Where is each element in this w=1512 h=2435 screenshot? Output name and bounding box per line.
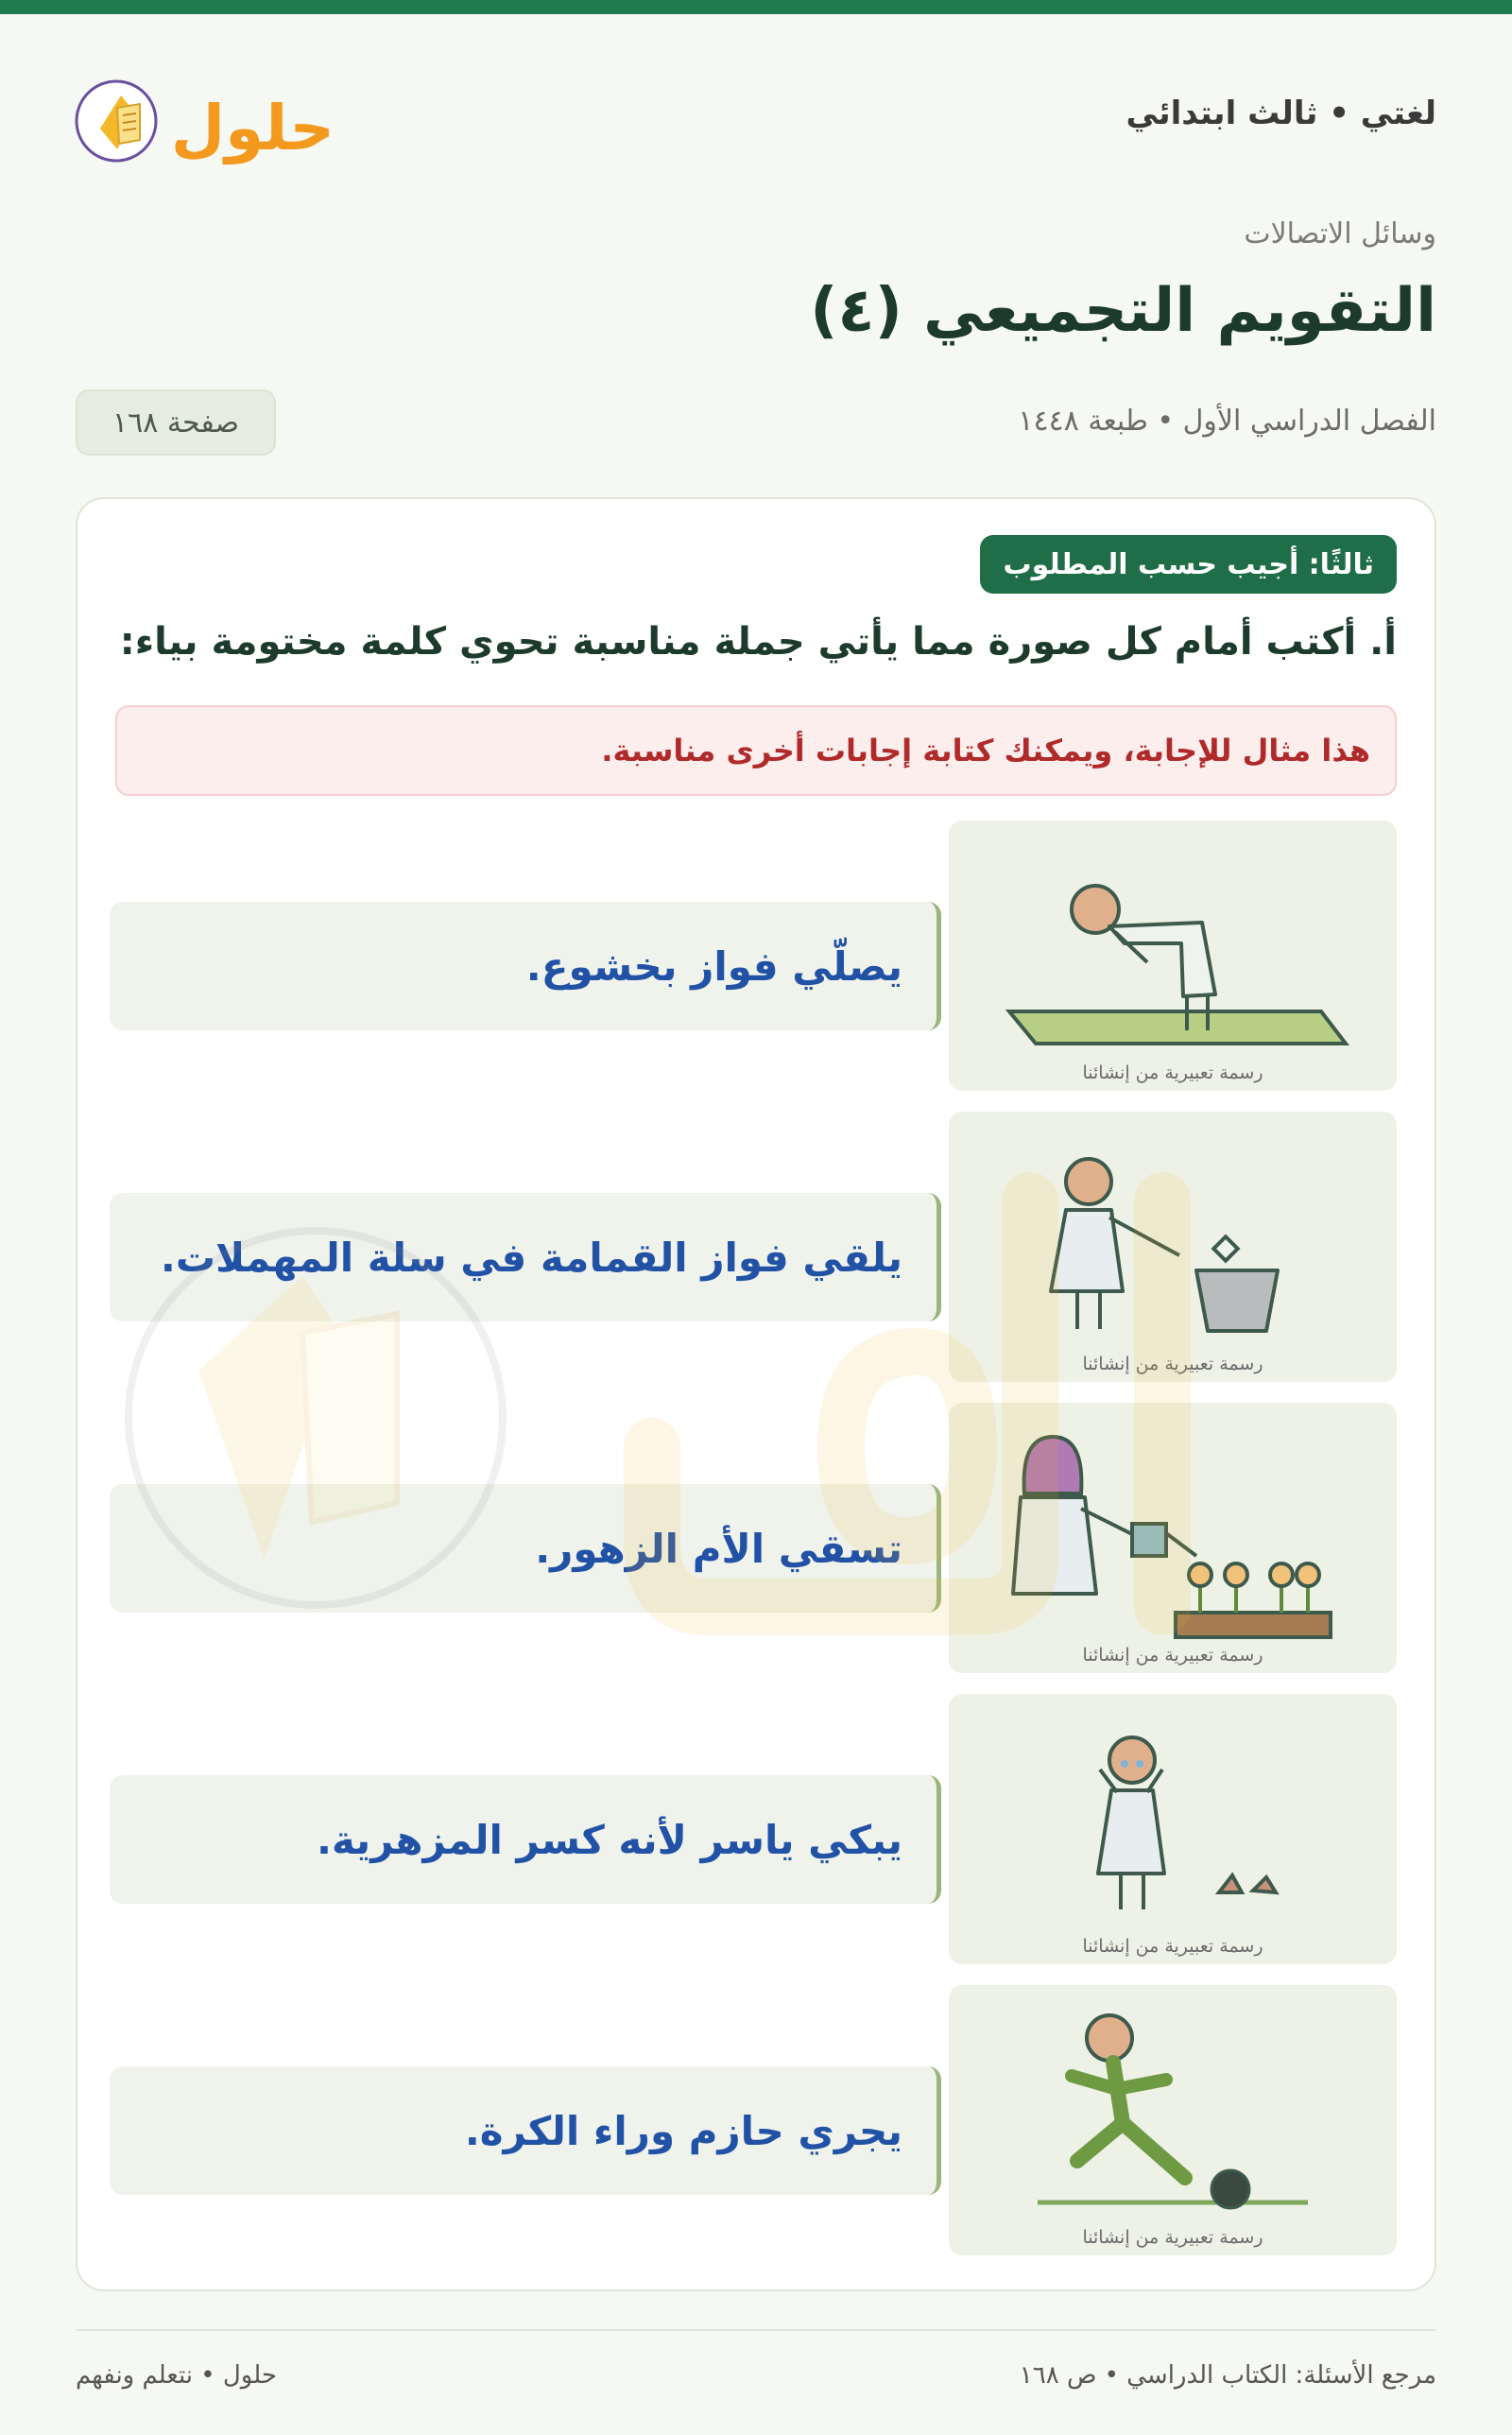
top-accent-bar xyxy=(0,0,1512,14)
semester-info: الفصل الدراسي الأول • طبعة ١٤٤٨ xyxy=(1018,405,1436,438)
unit-name: وسائل الاتصالات xyxy=(1244,217,1436,250)
exercise-item xyxy=(110,1694,1397,1964)
exercise-item xyxy=(110,1403,1397,1673)
answer-box: يصلّي فواز بخشوع. xyxy=(110,902,941,1030)
illustration-caption: رسمة تعبيرية من إنشائنا xyxy=(1082,1062,1263,1083)
brand-name: حلول xyxy=(170,92,335,164)
course-label: لغتي • ثالث ابتدائي xyxy=(1125,95,1436,132)
footer-divider xyxy=(76,2329,1436,2331)
illustration-panel xyxy=(949,1694,1397,1964)
answer-box: تسقي الأم الزهور. xyxy=(110,1484,941,1613)
exercise-item xyxy=(110,1985,1397,2255)
illustration-caption: رسمة تعبيرية من إنشائنا xyxy=(1082,1354,1263,1374)
crying-child-icon xyxy=(949,1694,1397,1964)
praying-figure-icon xyxy=(949,820,1397,1091)
answer-note: هذا مثال للإجابة، ويمكنك كتابة إجابات أخرى مناسبة. xyxy=(115,705,1397,796)
illustration-caption: رسمة تعبيرية من إنشائنا xyxy=(1082,1936,1263,1957)
watering-flowers-icon xyxy=(949,1403,1397,1673)
footer-tagline: حلول • نتعلم ونفهم xyxy=(76,2361,277,2390)
answer-box: يجري حازم وراء الكرة. xyxy=(110,2066,941,2195)
question-text: أ. أكتب أمام كل صورة مما يأتي جملة مناسبة تحوي كلمة مختومة بياء: xyxy=(119,620,1397,664)
exercise-item xyxy=(110,1112,1397,1382)
answer-box: يبكي ياسر لأنه كسر المزهرية. xyxy=(110,1775,941,1904)
illustration-caption: رسمة تعبيرية من إنشائنا xyxy=(1082,1645,1263,1666)
page-number-badge: صفحة ١٦٨ xyxy=(76,389,276,456)
exercise-item xyxy=(110,820,1397,1091)
exercise-card xyxy=(76,497,1436,2291)
page-title: التقويم التجميعي (٤) xyxy=(810,276,1436,346)
footer-reference: مرجع الأسئلة: الكتاب الدراسي • ص ١٦٨ xyxy=(1019,2361,1436,2390)
answer-box: يلقي فواز القمامة في سلة المهملات. xyxy=(110,1193,941,1321)
illustration-panel xyxy=(949,820,1397,1091)
trash-bin-icon xyxy=(949,1112,1397,1382)
running-ball-icon xyxy=(949,1985,1397,2255)
illustration-caption: رسمة تعبيرية من إنشائنا xyxy=(1082,2227,1263,2248)
illustration-panel xyxy=(949,1403,1397,1673)
section-badge: ثالثًا: أجيب حسب المطلوب xyxy=(980,535,1397,594)
illustration-panel xyxy=(949,1112,1397,1382)
illustration-panel xyxy=(949,1985,1397,2255)
brand-logo xyxy=(74,62,338,176)
